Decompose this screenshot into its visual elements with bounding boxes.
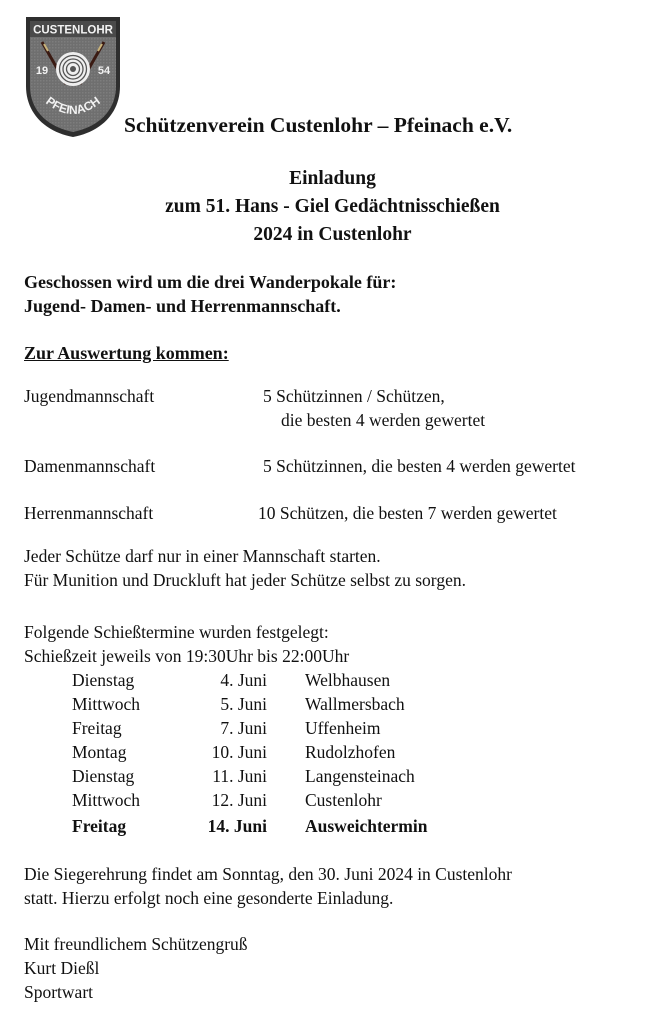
schedule-day: Freitag [72, 816, 127, 836]
schedule-place: Uffenheim [305, 718, 381, 738]
rule-ammunition: Für Munition und Druckluft hat jeder Schütze selbst zu sorgen. [24, 570, 466, 590]
team-name-youth: Jugendmannschaft [24, 386, 155, 406]
event-year-location: 2024 in Custenlohr [253, 224, 412, 245]
schedule-date: 5. Juni [220, 694, 267, 714]
schedule-day: Freitag [72, 718, 122, 738]
logo-year-left: 19 [35, 65, 49, 77]
closing-greeting: Mit freundlichem Schützengruß [24, 934, 248, 954]
signer-name: Kurt Dießl [24, 958, 100, 978]
schedule-date: 10. Juni [211, 742, 267, 762]
schedule-date: 4. Juni [220, 670, 267, 690]
event-name: zum 51. Hans - Giel Gedächtnisschießen [165, 196, 500, 217]
team-rule-youth-detail: die besten 4 werden gewertet [281, 410, 486, 430]
trophies-line: Geschossen wird um die drei Wanderpokale für: [24, 272, 397, 292]
schedule-day: Montag [72, 742, 127, 762]
schedule-place: Ausweichtermin [305, 816, 428, 836]
team-rule-women: 5 Schützinnen, die besten 4 werden gewertet [263, 456, 576, 476]
schedule-place: Wallmersbach [305, 694, 405, 714]
team-rule-men: 10 Schützen, die besten 7 werden gewertet [258, 503, 557, 523]
team-name-women: Damenmannschaft [24, 456, 156, 476]
schedule-place: Rudolzhofen [305, 742, 396, 762]
schedule-date: 7. Juni [220, 718, 267, 738]
schedule-time: Schießzeit jeweils von 19:30Uhr bis 22:00Uhr [24, 646, 350, 666]
signer-role: Sportwart [24, 982, 94, 1002]
schedule-day: Dienstag [72, 766, 135, 786]
logo-top-text: CUSTENLOHR [33, 24, 113, 37]
schedule-date: 12. Juni [211, 790, 267, 810]
schedule-place: Custenlohr [305, 790, 382, 810]
evaluation-heading: Zur Auswertung kommen: [24, 343, 229, 363]
schedule-place: Welbhausen [305, 670, 391, 690]
logo-bottom-text: PFEINACH [43, 93, 103, 118]
logo-year-right: 54 [97, 65, 111, 77]
team-rule-youth: 5 Schützinnen / Schützen, [263, 386, 445, 406]
schedule-day: Dienstag [72, 670, 135, 690]
club-name: Schützenverein Custenlohr – Pfeinach e.V. [124, 113, 513, 137]
target-icon [56, 52, 90, 86]
team-name-men: Herrenmannschaft [24, 503, 154, 523]
trophies-categories: Jugend- Damen- und Herrenmannschaft. [24, 296, 341, 316]
schedule-day: Mittwoch [72, 694, 141, 714]
ceremony-text: Die Siegerehrung findet am Sonntag, den 30. Juni 2024 in Custenlohr [24, 864, 512, 884]
schedule-date: 14. Juni [207, 816, 267, 836]
ceremony-text-2: statt. Hierzu erfolgt noch eine gesonderte Einladung. [24, 888, 394, 908]
schedule-place: Langensteinach [305, 766, 415, 786]
schedule-day: Mittwoch [72, 790, 141, 810]
invitation-title: Einladung [289, 168, 376, 189]
schedule-date: 11. Juni [212, 766, 267, 786]
club-emblem-logo [22, 14, 124, 140]
rule-one-team: Jeder Schütze darf nur in einer Mannschaft starten. [24, 546, 381, 566]
schedule-intro: Folgende Schießtermine wurden festgelegt: [24, 622, 329, 642]
